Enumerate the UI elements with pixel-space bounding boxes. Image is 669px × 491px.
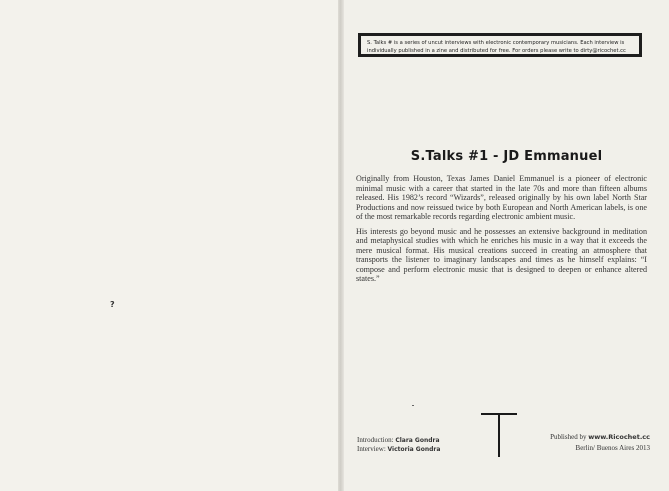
print-speck [412, 405, 414, 406]
introduction-credit [357, 436, 440, 445]
publisher-line [550, 432, 650, 443]
stray-mark: ? [110, 300, 115, 309]
publisher-url: www.Ricochet.cc [588, 433, 650, 441]
intro-paragraph-2: His interests go beyond music and he possesses an extensive background in meditation and metaphysical studies with which he enriches his music in a way that it exceeds the mere musical format. His musical creations succeed in creating an atmosphere that transports the listener to imaginary landscapes and times as he himself explains: “I compose and perform electronic music that is designed to deepen or enhance altered states.” [356, 226, 647, 283]
publisher-location: Berlin/ Buenos Aires 2013 [575, 444, 650, 452]
interview-credit [357, 445, 440, 454]
series-info-text: S. Talks # is a series of uncut interviews with electronic contemporary musicians. Each interview is individually published in a zine and distributed for free. For orders please write to dirty@ricochet.cc [367, 40, 626, 54]
intro-text [356, 174, 647, 289]
introduction-label: Introduction: [357, 436, 394, 444]
interview-label: Interview: [357, 445, 386, 453]
publisher-info [550, 432, 650, 454]
introduction-name: Clara Gondra [395, 437, 440, 444]
page-title: S.Talks #1 - JD Emmanuel [410, 149, 603, 164]
credits [357, 436, 440, 454]
series-info-box [358, 33, 642, 57]
publisher-label: Published by [550, 433, 587, 441]
right-page [344, 0, 669, 491]
t-logo-stem [498, 413, 500, 457]
interview-name: Victoria Gondra [387, 446, 441, 453]
t-logo-icon [481, 413, 517, 457]
intro-paragraph-1: Originally from Houston, Texas James Daniel Emmanuel is a pioneer of electronic minimal music with a career that started in the late 70s and more than fifteen albums released. His 1982’s record “Wizards”, released originally by his own label North Star Productions and now reissued twice by both European and North American labels, is one of the most remarkable records regarding electronic ambient music. [356, 174, 647, 221]
